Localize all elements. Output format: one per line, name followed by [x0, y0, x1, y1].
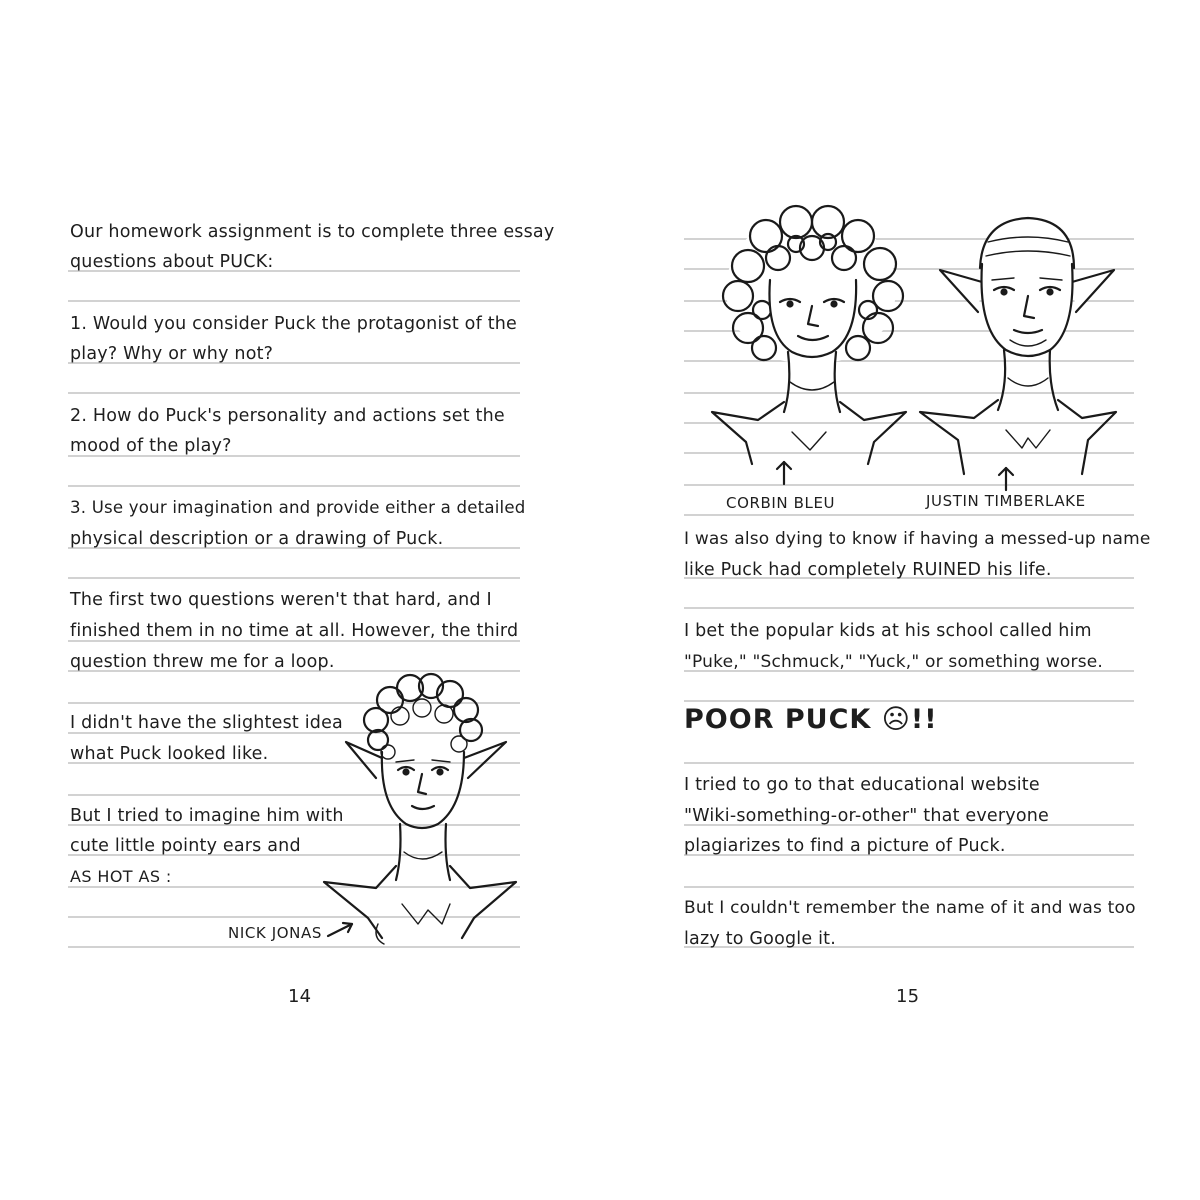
text-line: finished them in no time at all. However, the third: [70, 621, 519, 641]
text-line: I was also dying to know if having a messed-up name: [684, 529, 1151, 549]
ruled-line: [68, 300, 520, 302]
caption-justin-timberlake: JUSTIN TIMBERLAKE: [926, 492, 1086, 510]
text-line: 3. Use your imagination and provide either a detailed: [70, 498, 526, 517]
page-number: 14: [288, 986, 312, 1007]
text-line: 1. Would you consider Puck the protagonist of the: [70, 314, 518, 334]
text-line: lazy to Google it.: [684, 929, 836, 949]
ruled-line: [684, 607, 1134, 609]
pointy-ear-left: [346, 742, 382, 778]
text-line: The first two questions weren't that hard, and I: [70, 590, 492, 610]
ruled-line: [684, 484, 1134, 486]
curly-hair: [364, 674, 482, 759]
pointy-ear-left: [940, 270, 982, 312]
text-line: But I couldn't remember the name of it and was too: [684, 898, 1136, 918]
text-line: like Puck had completely RUINED his life.: [684, 560, 1052, 580]
text-line: 2. How do Puck's personality and actions set the: [70, 406, 505, 426]
caption-nick-jonas: NICK JONAS: [228, 924, 322, 942]
text-line: physical description or a drawing of Puck.: [70, 529, 444, 549]
right-page: [600, 0, 1200, 1200]
arrow-icon: [996, 466, 1016, 492]
corbin-bleu-drawing: [708, 206, 908, 466]
text-line: I tried to go to that educational website: [684, 775, 1040, 795]
text-line: what Puck looked like.: [70, 744, 269, 764]
text-line: I didn't have the slightest idea: [70, 713, 343, 733]
text-line: plagiarizes to find a picture of Puck.: [684, 836, 1006, 856]
poor-puck-heading: POOR PUCK ☹!!: [684, 704, 938, 735]
text-line: cute little pointy ears and: [70, 836, 301, 856]
pointy-ear-right: [464, 742, 506, 778]
text-line: mood of the play?: [70, 436, 232, 456]
text-line: I bet the popular kids at his school called him: [684, 621, 1092, 641]
text-line: question threw me for a loop.: [70, 652, 335, 672]
text-line: "Wiki-something-or-other" that everyone: [684, 806, 1049, 826]
arrow-icon: [774, 460, 794, 486]
ruled-line: [68, 392, 520, 394]
text-line: questions about PUCK:: [70, 252, 274, 272]
text-line: AS HOT AS :: [70, 867, 172, 886]
pointy-ear-right: [1072, 270, 1114, 312]
ruled-line: [684, 514, 1134, 516]
arrow-icon: [326, 920, 356, 940]
text-line: "Puke," "Schmuck," "Yuck," or something worse.: [684, 652, 1104, 672]
justin-timberlake-drawing: [918, 212, 1118, 482]
ruled-line: [68, 485, 520, 487]
caption-corbin-bleu: CORBIN BLEU: [726, 494, 836, 512]
text-line: Our homework assignment is to complete three essay: [70, 222, 555, 242]
ruled-line: [68, 577, 520, 579]
text-line: But I tried to imagine him with: [70, 806, 344, 826]
text-line: play? Why or why not?: [70, 344, 274, 364]
ruled-line: [684, 762, 1134, 764]
nick-jonas-drawing: [318, 666, 518, 951]
ruled-line: [684, 700, 1134, 702]
ruled-line: [684, 886, 1134, 888]
page-number: 15: [896, 986, 920, 1007]
